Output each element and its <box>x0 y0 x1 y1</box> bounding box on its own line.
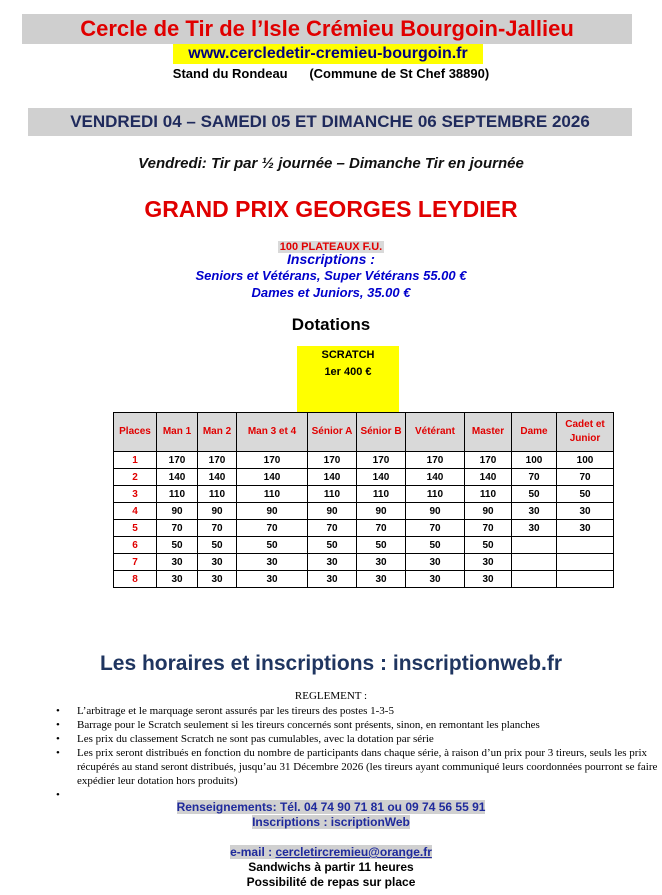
scratch-box <box>297 346 399 413</box>
table-row <box>114 469 614 486</box>
col-header: Dame <box>512 413 557 452</box>
prize-cell <box>557 571 614 588</box>
prize-cell: 30 <box>512 503 557 520</box>
repas-line: Possibilité de repas sur place <box>246 875 416 889</box>
place-cell: 4 <box>114 503 157 520</box>
rule-item <box>56 704 658 718</box>
rule-item <box>56 746 658 788</box>
prize-cell: 110 <box>237 486 308 503</box>
prize-table <box>113 412 614 588</box>
place-cell: 7 <box>114 554 157 571</box>
place-cell: 5 <box>114 520 157 537</box>
inscriptions-line: Inscriptions : iscriptionWeb <box>252 815 410 829</box>
prize-cell: 110 <box>157 486 198 503</box>
col-header: Man 3 et 4 <box>237 413 308 452</box>
club-title: Cercle de Tir de l’Isle Crémieu Bourgoin-Jallieu <box>22 14 632 44</box>
prize-cell: 30 <box>465 554 512 571</box>
place-cell: 1 <box>114 452 157 469</box>
prize-cell: 170 <box>465 452 512 469</box>
prize-cell: 140 <box>198 469 237 486</box>
price-dames: Dames et Juniors, 35.00 € <box>251 285 411 300</box>
prize-cell: 30 <box>308 554 357 571</box>
prize-cell: 170 <box>198 452 237 469</box>
prize-cell: 110 <box>465 486 512 503</box>
email-link[interactable]: cercletircremieu@orange.fr <box>275 845 432 859</box>
horaires-heading: Les horaires et inscriptions : inscriptionweb.fr <box>99 652 563 675</box>
prize-cell: 30 <box>512 520 557 537</box>
col-header: Sénior A <box>308 413 357 452</box>
prize-cell: 50 <box>157 537 198 554</box>
table-row <box>114 503 614 520</box>
prize-cell: 70 <box>406 520 465 537</box>
rule-text: Les prix du classement Scratch ne sont pas cumulables, avec la dotation par série <box>77 733 434 745</box>
prize-cell: 30 <box>157 571 198 588</box>
prize-cell <box>512 537 557 554</box>
prize-cell: 70 <box>198 520 237 537</box>
prize-cell: 110 <box>357 486 406 503</box>
renseignements-line: Renseignements: Tél. 04 74 90 71 81 ou 09 74 56 55 91 <box>176 800 486 814</box>
prize-cell: 30 <box>308 571 357 588</box>
bullet-icon: • <box>56 789 60 801</box>
stand-name: Stand du Rondeau <box>172 66 288 81</box>
stand-line <box>0 66 662 81</box>
place-cell: 2 <box>114 469 157 486</box>
rule-item <box>56 732 658 746</box>
prize-cell: 90 <box>157 503 198 520</box>
prize-cell: 70 <box>512 469 557 486</box>
prize-cell <box>557 537 614 554</box>
place-cell: 3 <box>114 486 157 503</box>
place-cell: 8 <box>114 571 157 588</box>
plateaux-label: 100 PLATEAUX F.U. <box>279 241 383 253</box>
prize-cell: 50 <box>237 537 308 554</box>
prize-cell: 30 <box>557 503 614 520</box>
prize-cell: 100 <box>512 452 557 469</box>
bullet-icon: • <box>56 747 60 759</box>
prize-cell: 30 <box>357 554 406 571</box>
prize-cell: 70 <box>237 520 308 537</box>
prize-cell: 110 <box>406 486 465 503</box>
event-subtitle: Vendredi: Tir par ½ journée – Dimanche Tir en journée <box>138 155 524 172</box>
price-seniors: Seniors et Vétérans, Super Vétérans 55.00 € <box>195 268 467 283</box>
scratch-label: SCRATCH <box>321 349 375 361</box>
prize-cell: 140 <box>357 469 406 486</box>
table-header-row <box>114 413 614 452</box>
prize-cell: 30 <box>557 520 614 537</box>
prize-cell: 50 <box>465 537 512 554</box>
prize-cell: 70 <box>157 520 198 537</box>
stand-commune: (Commune de St Chef 38890) <box>309 66 490 81</box>
prize-cell: 110 <box>198 486 237 503</box>
prize-cell: 30 <box>406 554 465 571</box>
prize-cell: 50 <box>512 486 557 503</box>
prize-cell: 50 <box>308 537 357 554</box>
prize-cell: 140 <box>237 469 308 486</box>
prize-cell: 70 <box>357 520 406 537</box>
col-header: Cadet et Junior <box>557 413 614 452</box>
bullet-icon: • <box>56 705 60 717</box>
prize-cell: 30 <box>406 571 465 588</box>
prize-cell: 30 <box>198 554 237 571</box>
prize-cell: 170 <box>308 452 357 469</box>
prize-cell: 90 <box>357 503 406 520</box>
col-header: Sénior B <box>357 413 406 452</box>
table-row <box>114 537 614 554</box>
prize-cell: 90 <box>237 503 308 520</box>
email-label: e-mail : <box>230 845 276 859</box>
table-row <box>114 554 614 571</box>
prize-cell: 70 <box>465 520 512 537</box>
col-header: Vétérant <box>406 413 465 452</box>
prize-cell: 90 <box>465 503 512 520</box>
prize-cell: 90 <box>308 503 357 520</box>
prize-cell: 90 <box>406 503 465 520</box>
place-cell: 6 <box>114 537 157 554</box>
prize-table-body <box>114 452 614 588</box>
col-header: Places <box>114 413 157 452</box>
prize-cell: 140 <box>157 469 198 486</box>
contact-block <box>0 800 662 890</box>
event-dates: VENDREDI 04 – SAMEDI 05 ET DIMANCHE 06 SEPTEMBRE 2026 <box>28 108 632 136</box>
stand-gap <box>288 66 310 81</box>
prize-cell: 50 <box>357 537 406 554</box>
prize-cell: 170 <box>157 452 198 469</box>
prize-cell: 30 <box>237 554 308 571</box>
rule-text: Barrage pour le Scratch seulement si les tireurs concernés sont présents, sinon, en remontant les planches <box>77 719 540 731</box>
prize-cell: 70 <box>557 469 614 486</box>
rules-list <box>56 704 658 802</box>
table-row <box>114 452 614 469</box>
prize-cell: 50 <box>557 486 614 503</box>
rule-text: Les prix seront distribués en fonction du nombre de participants dans chaque série, à raison d’un prix pour 3 tireurs, seuls les prix récupérés au stand seront distribués, jusqu’au 31 Décembre 2026 (les tireurs ayant communiqué leurs coordonnées pourront se faire expédier leur dotation hors produits) <box>77 747 658 787</box>
col-header: Man 1 <box>157 413 198 452</box>
bullet-icon: • <box>56 719 60 731</box>
table-row <box>114 486 614 503</box>
prize-cell: 50 <box>406 537 465 554</box>
prize-cell: 30 <box>198 571 237 588</box>
prize-cell <box>512 554 557 571</box>
prize-cell: 140 <box>406 469 465 486</box>
rule-text: L’arbitrage et le marquage seront assurés par les tireurs des postes 1-3-5 <box>77 705 394 717</box>
reglement-title: REGLEMENT : <box>294 690 368 702</box>
prize-cell: 30 <box>357 571 406 588</box>
email-line <box>230 845 432 859</box>
rule-item <box>56 718 658 732</box>
prize-cell: 170 <box>357 452 406 469</box>
col-header: Master <box>465 413 512 452</box>
prize-cell <box>512 571 557 588</box>
scratch-prize: 1er 400 € <box>324 366 372 378</box>
bullet-icon: • <box>56 733 60 745</box>
event-title: GRAND PRIX GEORGES LEYDIER <box>144 196 518 222</box>
prize-cell: 100 <box>557 452 614 469</box>
prize-cell: 90 <box>198 503 237 520</box>
prize-cell <box>557 554 614 571</box>
prize-cell: 30 <box>465 571 512 588</box>
prize-cell: 70 <box>308 520 357 537</box>
prize-cell: 30 <box>157 554 198 571</box>
website-url[interactable]: www.cercledetir-cremieu-bourgoin.fr <box>173 44 483 64</box>
prize-cell: 170 <box>406 452 465 469</box>
prize-cell: 140 <box>308 469 357 486</box>
inscriptions-label: Inscriptions : <box>287 251 375 267</box>
col-header: Man 2 <box>198 413 237 452</box>
table-row <box>114 571 614 588</box>
prize-cell: 30 <box>237 571 308 588</box>
prize-cell: 110 <box>308 486 357 503</box>
prize-cell: 50 <box>198 537 237 554</box>
prize-cell: 140 <box>465 469 512 486</box>
prize-cell: 170 <box>237 452 308 469</box>
dotations-title: Dotations <box>291 315 371 334</box>
sandwichs-line: Sandwichs à partir 11 heures <box>248 860 414 874</box>
table-row <box>114 520 614 537</box>
